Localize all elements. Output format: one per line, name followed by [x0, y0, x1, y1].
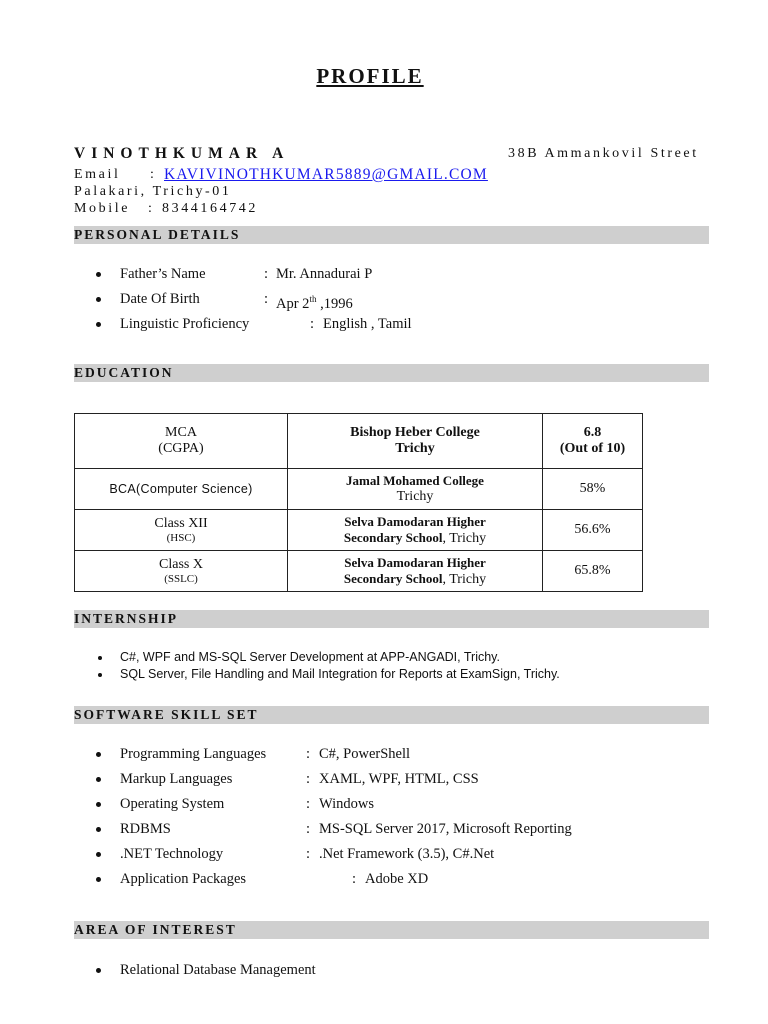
- item-separator: :: [264, 266, 269, 282]
- list-item: [96, 314, 596, 339]
- list-item: [96, 769, 656, 794]
- bullet-icon: [98, 673, 102, 677]
- item-label: Date Of Birth: [120, 291, 200, 307]
- item-value: Windows: [319, 796, 374, 812]
- mobile-separator: :: [148, 201, 155, 216]
- table-row: [75, 469, 643, 510]
- item-value: Adobe XD: [365, 871, 429, 887]
- item-label: Application Packages: [120, 871, 247, 887]
- item-separator: :: [306, 846, 311, 862]
- email-label: Email: [74, 167, 121, 182]
- table-row: [75, 551, 643, 592]
- item-value: Mr. Annadurai P: [276, 266, 373, 282]
- address-line-1: 38B Ammankovil Street: [508, 146, 699, 161]
- table-row: [75, 510, 643, 551]
- degree-cell: Class XII (HSC): [75, 510, 288, 551]
- list-item: [96, 264, 596, 289]
- list-item: [96, 819, 656, 844]
- score-cell: 6.8 (Out of 10): [543, 414, 643, 469]
- item-value: C#, PowerShell: [319, 746, 411, 762]
- section-heading-skills: SOFTWARE SKILL SET: [74, 706, 709, 724]
- item-separator: :: [306, 746, 311, 762]
- table-row: [75, 414, 643, 469]
- bullet-icon: [98, 656, 102, 660]
- list-item: [96, 289, 596, 314]
- bullet-icon: [96, 968, 101, 973]
- list-item: [96, 744, 656, 769]
- item-label: .NET Technology: [120, 846, 224, 862]
- score-cell: 65.8%: [543, 551, 643, 592]
- bullet-icon: [96, 297, 101, 302]
- bullet-icon: [96, 827, 101, 832]
- item-separator: :: [306, 821, 311, 837]
- bullet-icon: [96, 777, 101, 782]
- item-value: MS-SQL Server 2017, Microsoft Reporting: [319, 821, 572, 837]
- item-separator: :: [310, 316, 315, 332]
- section-heading-interest: AREA OF INTEREST: [74, 921, 709, 939]
- section-heading-personal: PERSONAL DETAILS: [74, 226, 709, 244]
- score-cell: 56.6%: [543, 510, 643, 551]
- item-value: .Net Framework (3.5), C#.Net: [319, 846, 495, 862]
- degree-cell: BCA(Computer Science): [75, 469, 288, 510]
- section-heading-internship: INTERNSHIP: [74, 610, 709, 628]
- bullet-icon: [96, 877, 101, 882]
- item-value: English , Tamil: [323, 316, 412, 332]
- email-separator: :: [150, 167, 157, 182]
- degree-cell: MCA (CGPA): [75, 414, 288, 469]
- item-separator: :: [264, 291, 269, 307]
- item-label: Operating System: [120, 796, 225, 812]
- item-label: Markup Languages: [120, 771, 233, 787]
- bullet-icon: [96, 852, 101, 857]
- list-item: [96, 960, 496, 985]
- internship-list: [96, 649, 696, 683]
- candidate-name: VINOTHKUMAR A: [74, 145, 290, 162]
- mobile-number: 8344164742: [162, 201, 258, 216]
- institution-cell: Jamal Mohamed College Trichy: [288, 469, 543, 510]
- item-text: SQL Server, File Handling and Mail Integration for Reports at ExamSign, Trichy.: [120, 667, 560, 681]
- personal-details-list: [96, 264, 596, 339]
- list-item: [96, 869, 656, 894]
- institution-cell: Selva Damodaran Higher Secondary School, Trichy: [288, 551, 543, 592]
- item-value: Apr 2th ,1996: [276, 294, 353, 312]
- item-label: Programming Languages: [120, 746, 267, 762]
- list-item: [96, 666, 696, 683]
- section-heading-education: EDUCATION: [74, 364, 709, 382]
- list-item: [96, 794, 656, 819]
- score-cell: 58%: [543, 469, 643, 510]
- institution-cell: Selva Damodaran Higher Secondary School, Trichy: [288, 510, 543, 551]
- page-title: PROFILE: [316, 64, 424, 88]
- list-item: [96, 844, 656, 869]
- address-line-2: Palakari, Trichy-01: [74, 184, 232, 199]
- item-separator: :: [306, 771, 311, 787]
- item-label: Linguistic Proficiency: [120, 316, 250, 332]
- mobile-label: Mobile: [74, 201, 131, 216]
- bullet-icon: [96, 802, 101, 807]
- bullet-icon: [96, 752, 101, 757]
- bullet-icon: [96, 322, 101, 327]
- skills-list: [96, 744, 656, 894]
- bullet-icon: [96, 272, 101, 277]
- email-link[interactable]: KAVIVINOTHKUMAR5889@GMAIL.COM: [164, 166, 488, 183]
- item-label: Father’s Name: [120, 266, 206, 282]
- item-text: Relational Database Management: [120, 962, 316, 978]
- item-separator: :: [352, 871, 357, 887]
- institution-cell: Bishop Heber College Trichy: [288, 414, 543, 469]
- item-separator: :: [306, 796, 311, 812]
- list-item: [96, 649, 696, 666]
- item-value: XAML, WPF, HTML, CSS: [319, 771, 479, 787]
- item-label: RDBMS: [120, 821, 171, 837]
- education-table: [74, 413, 643, 592]
- degree-cell: Class X (SSLC): [75, 551, 288, 592]
- interest-list: [96, 960, 496, 985]
- item-text: C#, WPF and MS-SQL Server Development at APP-ANGADI, Trichy.: [120, 650, 500, 664]
